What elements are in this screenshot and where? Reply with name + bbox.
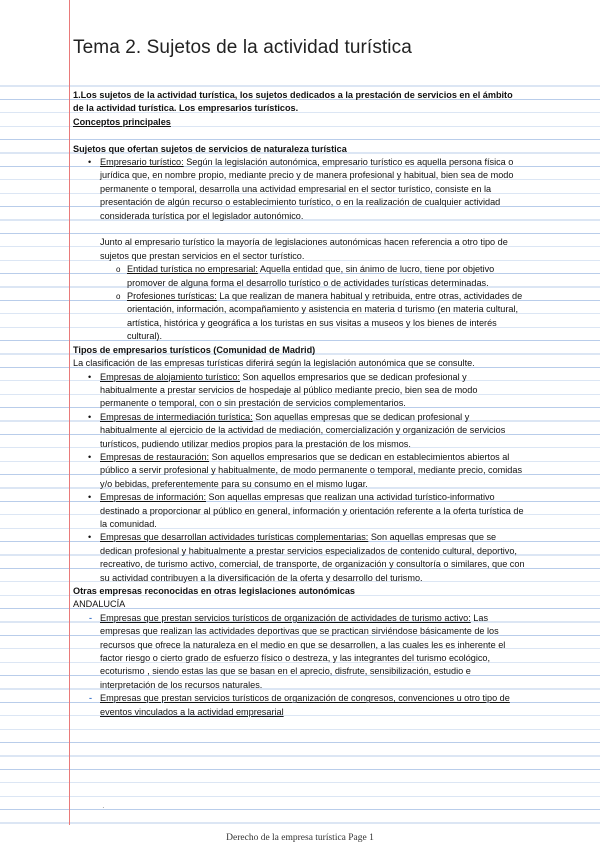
sub-list: [73, 263, 525, 343]
andalucia-list: [73, 612, 525, 719]
paragraph-clasificacion: La clasificación de las empresas turísticas diferirá según la legislación autonómica que se consulte.: [73, 358, 475, 369]
list-item: [73, 290, 525, 344]
paragraph-junto: Junto al empresario turístico la mayoría de legislaciones autonómicas hacen referencia a otro tipo de sujetos que prestan servicios en el sector turístico.: [100, 237, 508, 261]
term: Profesiones turísticas:: [127, 291, 217, 302]
list-item: [73, 411, 525, 451]
definition: Según la legislación autonómica, empresario turístico es aquella persona física o jurídica que, en nombre propio, mediante precio y de manera profesional y habitual, bien sea de modo permanente o temporal, desarrolla una actividad empresarial en el sector turístico, consiste en la presentación de algún recurso o establecimiento turístico, o en la realización de cualquier actividad considerada turística por el legislador autonómico.: [100, 157, 514, 221]
definition: Son aquellas empresas que se dedican profesional y habitualmente al ejercicio de la actividad de mediación, comercialización y organización de servicios turísticos, pudiendo utilizar medios propios para la prestación de los mismos.: [100, 411, 506, 449]
list-item: [73, 491, 525, 531]
term: Empresas que desarrollan actividades turísticas complementarias:: [100, 532, 369, 543]
term: Empresas que prestan servicios turísticos de organización de actividades de turismo activo:: [100, 612, 471, 623]
list-item: [73, 692, 525, 719]
list-item: [73, 612, 525, 692]
definition: Son aquellos empresarios que se dedican en establecimientos abiertos al público a servir profesional y habitualmente, de modo permanente o temporal, mediante precio, comidas y/o bebidas, preferentemente para su consumo en el mismo lugar.: [100, 451, 523, 489]
list-item: [73, 451, 525, 491]
term: Entidad turística no empresarial:: [127, 264, 258, 275]
section-heading-1: 1.Los sujetos de la actividad turística, los sujetos dedicados a la prestación de servicios en el ámbito de la actividad turística. Los empresarios turísticos.: [73, 90, 513, 114]
sujetos-list: [73, 156, 525, 223]
definition: Aquella entidad que, sin ánimo de lucro, tiene por objetivo promover de alguna forma el desarrollo turístico o de actividades turísticas determinadas.: [127, 264, 495, 288]
term: Empresas de información:: [100, 492, 206, 503]
list-item: [73, 371, 525, 411]
term: Empresario turístico:: [100, 157, 184, 168]
definition: Son aquellas empresas que realizan una actividad turístico-informativo destinado a proporcionar al público en general, información y orientación referente a la oferta turística de la comunidad.: [100, 492, 524, 529]
page-title: Tema 2. Sujetos de la actividad turística: [73, 37, 412, 58]
list-item: [73, 531, 525, 585]
list-item: [73, 156, 525, 223]
term: Empresas de restauración:: [100, 451, 210, 462]
tipos-list: [73, 371, 525, 586]
page-footer: Derecho de la empresa turística Page 1: [226, 833, 374, 843]
subheading-otras: Otras empresas reconocidas en otras legislaciones autonómicas: [73, 586, 355, 596]
region-label: ANDALUCÍA: [73, 599, 126, 610]
stray-mark: ·: [102, 803, 105, 812]
subheading-conceptos: Conceptos principales: [73, 116, 171, 127]
margin-line: [69, 0, 70, 825]
term: Empresas que prestan servicios turísticos de organización de congresos, convenciones u otro tipo de eventos vinculados a la actividad empresarial: [100, 693, 510, 717]
subheading-sujetos: Sujetos que ofertan sujetos de servicios de naturaleza turística: [73, 143, 347, 154]
term: Empresas de alojamiento turístico:: [100, 371, 240, 382]
definition: Son aquellos empresarios que se dedican profesional y habitualmente a prestar servicios de hospedaje al público mediante precio, bien sea de modo permanente o temporal, con o sin prestación de servicios complementarios.: [100, 371, 478, 409]
term: Empresas de intermediación turística:: [100, 411, 253, 422]
definition: Las empresas que realizan las actividades deportivas que se practican sirviéndose básicamente de los recursos que ofrece la naturaleza en el medio en que se desarrollen, a las cuales les es inherente el factor riesgo o cierto grado de esfuerzo físico o destreza, y las integrantes del turismo ecológico, ecoturismo , siendo estas las que se basan en el aprecio, disfrute, sensibilización, estudio e interpretación de los recursos naturales.: [100, 612, 506, 690]
note-body: [73, 89, 525, 719]
subheading-tipos: Tipos de empresarios turísticos (Comunidad de Madrid): [73, 344, 316, 355]
definition: La que realizan de manera habitual y retribuida, entre otras, actividades de orientación, información, acompañamiento y asistencia en materia d turismo (en materia cultural, artística, histórica y geográfica a los turistas en sus visitas a museos y los bienes de interés cultural).: [127, 291, 523, 342]
list-item: [73, 263, 525, 290]
definition: Son aquellas empresas que se dedican profesional y habitualmente a prestar servicios especializados de contenido cultural, deportivo, recreativo, de turismo activo, comercial, de transporte, de organización y consultoría o similares, que con su actividad contribuyen a la diversificación de la oferta y desarrollo del turismo.: [100, 532, 525, 583]
